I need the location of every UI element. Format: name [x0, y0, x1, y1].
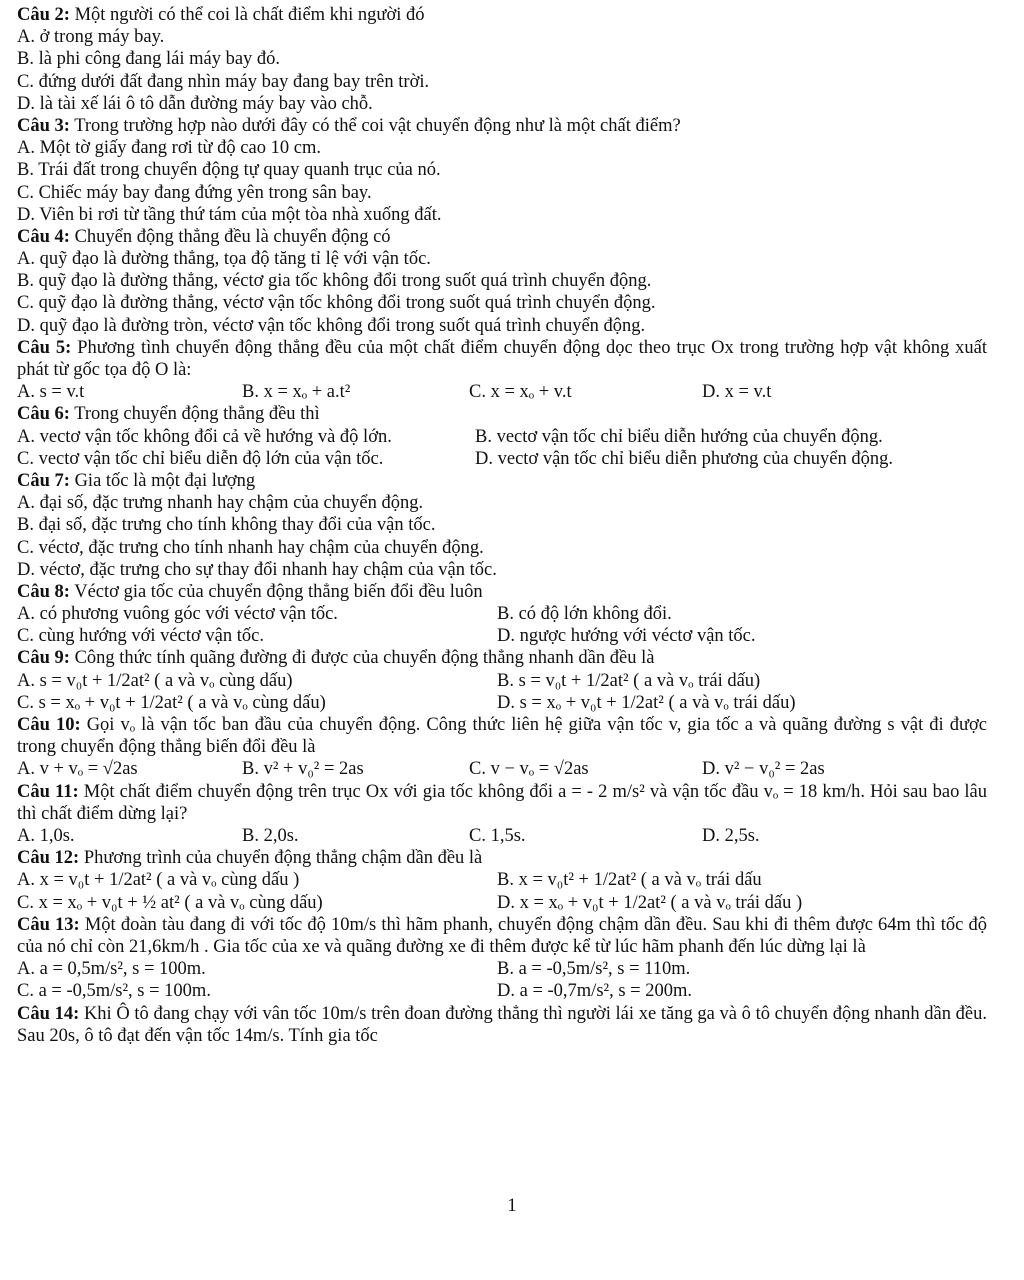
- question-3: [17, 115, 987, 137]
- question-5: [17, 337, 987, 381]
- option: D. ngược hướng với véctơ vận tốc.: [497, 626, 756, 647]
- option: B. quỹ đạo là đường thẳng, véctơ gia tốc không đổi trong suốt quá trình chuyển động.: [17, 271, 652, 292]
- options-row: [17, 448, 987, 470]
- question-label: Câu 11:: [17, 781, 79, 802]
- option: A. s = v.t: [17, 382, 85, 403]
- options-row: [17, 381, 987, 403]
- options-row: [17, 670, 987, 692]
- option: B. có độ lớn không đổi.: [497, 604, 672, 625]
- option: B. v² + v₀² = 2as: [242, 759, 364, 780]
- question-stem: Trong trường hợp nào dưới đây có thể coi vật chuyển động như là một chất điểm?: [74, 115, 681, 136]
- question-stem: Phương trình của chuyển động thẳng chậm dần đều là: [83, 848, 483, 869]
- option: D. vectơ vận tốc chỉ biểu diễn phương của chuyển động.: [475, 448, 893, 469]
- question-stem: Phương tình chuyển động thẳng đều của một chất điểm chuyển động dọc theo trục Ox trong trường hợp vật không xuất phát từ gốc tọa độ O là:: [17, 337, 987, 381]
- option: A. a = 0,5m/s², s = 100m.: [17, 959, 206, 980]
- options-row: [17, 825, 987, 847]
- question-9: [17, 647, 987, 669]
- options-row: [17, 758, 987, 780]
- options-row: [17, 869, 987, 891]
- question-stem: Một chất điểm chuyển động trên trục Ox với gia tốc không đổi a = - 2 m/s² và vận tốc đầu vₒ = 18 km/h. Hỏi sau bao lâu thì chất điểm dừng lại?: [17, 781, 988, 824]
- question-stem: Một người có thể coi là chất điểm khi người đó: [74, 5, 425, 25]
- option: C. Chiếc máy bay đang đứng yên trong sân bay.: [17, 182, 372, 203]
- options-row: [17, 980, 987, 1002]
- option: A. ở trong máy bay.: [17, 27, 165, 48]
- question-stem: Gia tốc là một đại lượng: [74, 470, 256, 491]
- option: B. Trái đất trong chuyển động tự quay quanh trục của nó.: [17, 160, 441, 181]
- question-2: [17, 4, 987, 26]
- option: D. 2,5s.: [702, 826, 760, 847]
- option: C. x = xₒ + v.t: [469, 382, 572, 403]
- question-label: Câu 9:: [17, 648, 70, 669]
- question-label: Câu 10:: [17, 715, 81, 736]
- document-page: [17, 4, 987, 1047]
- options-row: [17, 603, 987, 625]
- question-stem: Trong chuyển động thẳng đều thì: [74, 404, 320, 425]
- question-12: [17, 847, 987, 869]
- option: B. a = -0,5m/s², s = 110m.: [497, 959, 691, 980]
- option: D. x = v.t: [702, 382, 772, 403]
- question-stem: Một đoàn tàu đang đi với tốc độ 10m/s thì hãm phanh, chuyển động chậm dần đều. Sau khi đi thêm được 64m thì tốc độ của nó chỉ còn 21,6km/h . Gia tốc của xe và quãng đường xe đi thêm được kể từ lúc hãm phanh đến lúc dừng lại là: [17, 914, 988, 957]
- option: A. x = v₀t + 1/2at² ( a và vₒ cùng dấu ): [17, 870, 300, 891]
- option: B. đại số, đặc trưng cho tính không thay đổi của vận tốc.: [17, 515, 436, 536]
- question-label: Câu 5:: [17, 337, 72, 358]
- question-label: Câu 2:: [17, 5, 70, 25]
- question-label: Câu 8:: [17, 581, 70, 602]
- question-6: [17, 403, 987, 425]
- option: D. là tài xế lái ô tô dẫn đường máy bay vào chỗ.: [17, 93, 373, 114]
- option: B. x = xₒ + a.t²: [242, 382, 351, 403]
- option: B. 2,0s.: [242, 826, 299, 847]
- page-number: 1: [507, 1196, 517, 1216]
- question-label: Câu 6:: [17, 404, 70, 425]
- option: B. s = v₀t + 1/2at² ( a và vₒ trái dấu): [497, 670, 761, 691]
- question-stem: Khi Ô tô đang chạy với vân tốc 10m/s trên đoan đường thẳng thì người lái xe tăng ga và ô tô chuyển động nhanh dần đều. Sau 20s, ô tô đạt đến vận tốc 14m/s. Tính gia tốc: [17, 1003, 988, 1046]
- option: D. véctơ, đặc trưng cho sự thay đổi nhanh hay chậm của vận tốc.: [17, 559, 497, 580]
- question-4: [17, 226, 987, 248]
- option: D. s = xₒ + v₀t + 1/2at² ( a và vₒ trái dấu): [497, 692, 796, 713]
- option: A. v + vₒ = √2as: [17, 759, 138, 780]
- question-stem: Gọi vₒ là vận tốc ban đầu của chuyển động. Công thức liên hệ giữa vận tốc v, gia tốc a và quãng đường s vật đi được trong chuyển động thẳng biến đổi đều là: [17, 715, 988, 758]
- option: A. có phương vuông góc với véctơ vận tốc.: [17, 604, 338, 625]
- question-label: Câu 3:: [17, 115, 70, 136]
- option: D. v² − v₀² = 2as: [702, 759, 825, 780]
- option: B. là phi công đang lái máy bay đó.: [17, 49, 281, 70]
- option: D. a = -0,7m/s², s = 200m.: [497, 981, 692, 1002]
- option: A. đại số, đặc trưng nhanh hay chậm của chuyển động.: [17, 493, 424, 514]
- option: D. x = xₒ + v₀t + 1/2at² ( a và vₒ trái dấu ): [497, 892, 803, 913]
- option: B. vectơ vận tốc chỉ biểu diễn hướng của chuyển động.: [475, 426, 883, 447]
- question-14: [17, 1003, 987, 1047]
- option: C. quỹ đạo là đường thẳng, véctơ vận tốc không đổi trong suốt quá trình chuyển động.: [17, 293, 656, 314]
- options-row: [17, 692, 987, 714]
- options-row: [17, 625, 987, 647]
- question-13: [17, 914, 987, 958]
- option: C. v − vₒ = √2as: [469, 759, 589, 780]
- question-label: Câu 4:: [17, 226, 70, 247]
- option: D. Viên bi rơi từ tầng thứ tám của một tòa nhà xuống đất.: [17, 204, 442, 225]
- option: C. véctơ, đặc trưng cho tính nhanh hay chậm của chuyển động.: [17, 537, 484, 558]
- question-10: [17, 714, 987, 758]
- question-label: Câu 14:: [17, 1003, 80, 1024]
- option: C. 1,5s.: [469, 826, 526, 847]
- question-8: [17, 581, 987, 603]
- question-label: Câu 7:: [17, 470, 70, 491]
- question-stem: Chuyển động thẳng đều là chuyển động có: [74, 226, 391, 247]
- option: C. s = xₒ + v₀t + 1/2at² ( a và vₒ cùng dấu): [17, 692, 326, 713]
- question-label: Câu 12:: [17, 848, 80, 869]
- options-row: [17, 426, 987, 448]
- option: A. vectơ vận tốc không đổi cả về hướng và độ lớn.: [17, 426, 392, 447]
- option: A. Một tờ giấy đang rơi từ độ cao 10 cm.: [17, 138, 321, 159]
- option: A. s = v₀t + 1/2at² ( a và vₒ cùng dấu): [17, 670, 293, 691]
- question-stem: Véctơ gia tốc của chuyển động thẳng biến đổi đều luôn: [74, 581, 483, 602]
- option: C. vectơ vận tốc chỉ biểu diễn độ lớn của vận tốc.: [17, 448, 384, 469]
- option: D. quỹ đạo là đường tròn, véctơ vận tốc không đổi trong suốt quá trình chuyển động.: [17, 315, 646, 336]
- option: C. a = -0,5m/s², s = 100m.: [17, 981, 211, 1002]
- option: A. quỹ đạo là đường thẳng, tọa độ tăng tỉ lệ với vận tốc.: [17, 249, 431, 270]
- question-7: [17, 470, 987, 492]
- option: C. đứng dưới đất đang nhìn máy bay đang bay trên trời.: [17, 71, 430, 92]
- option: C. cùng hướng với véctơ vận tốc.: [17, 626, 264, 647]
- option: C. x = xₒ + v₀t + ½ at² ( a và vₒ cùng dấu): [17, 892, 323, 913]
- question-11: [17, 781, 987, 825]
- question-stem: Công thức tính quãng đường đi được của chuyển động thẳng nhanh dần đều là: [74, 648, 655, 669]
- option: B. x = v₀t² + 1/2at² ( a và vₒ trái dấu: [497, 870, 762, 891]
- question-label: Câu 13:: [17, 914, 80, 935]
- options-row: [17, 892, 987, 914]
- option: A. 1,0s.: [17, 826, 75, 847]
- options-row: [17, 958, 987, 980]
